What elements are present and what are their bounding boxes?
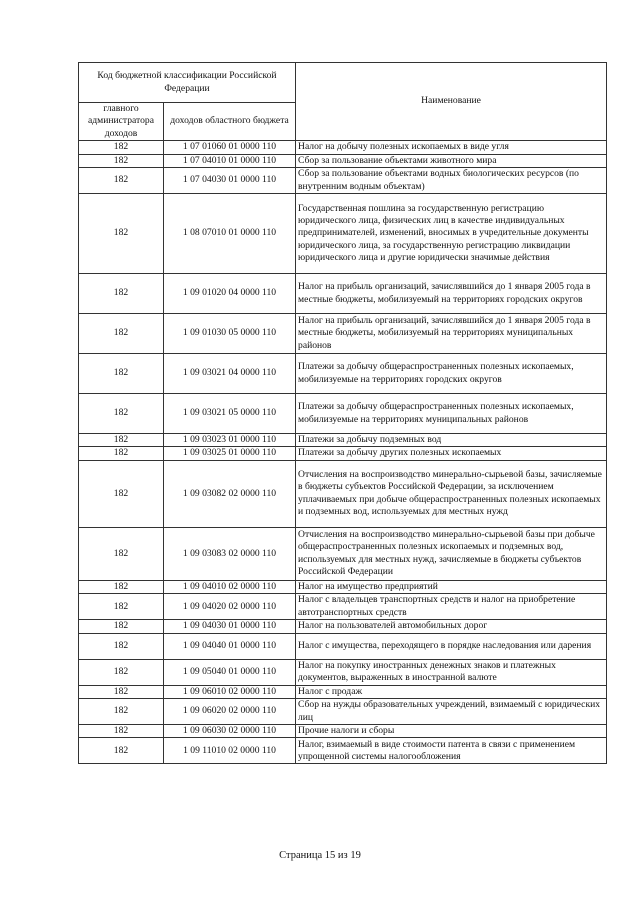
- name-cell: Налог на имущество предприятий: [296, 580, 607, 593]
- code-cell: 1 09 06010 02 0000 110: [164, 685, 296, 698]
- code-cell: 1 09 06030 02 0000 110: [164, 725, 296, 738]
- name-cell: Государственная пошлина за государственную регистрацию юридического лица, физических лиц в качестве индивидуальных предпринимателей, изменений, вносимых в учредительные документы юридического лица, за государственную регистрацию ликвидации юридического лица и другие юридически значимые действия: [296, 194, 607, 274]
- name-cell: Налог на прибыль организаций, зачислявшийся до 1 января 2005 года в местные бюджеты, мобилизуемый на территориях городских округов: [296, 274, 607, 314]
- code-cell: 1 09 04040 01 0000 110: [164, 633, 296, 659]
- header-income: доходов областного бюджета: [164, 103, 296, 141]
- code-cell: 1 09 03023 01 0000 110: [164, 434, 296, 447]
- code-cell: 1 09 03082 02 0000 110: [164, 460, 296, 527]
- code-cell: 1 09 01030 05 0000 110: [164, 314, 296, 354]
- table-body: [79, 141, 607, 764]
- admin-cell: 182: [79, 699, 164, 725]
- table-row: [79, 460, 607, 527]
- admin-cell: 182: [79, 738, 164, 764]
- code-cell: 1 07 01060 01 0000 110: [164, 141, 296, 154]
- table-row: [79, 738, 607, 764]
- admin-cell: 182: [79, 527, 164, 580]
- code-cell: 1 09 11010 02 0000 110: [164, 738, 296, 764]
- code-cell: 1 09 03021 04 0000 110: [164, 354, 296, 394]
- code-cell: 1 09 03083 02 0000 110: [164, 527, 296, 580]
- admin-cell: 182: [79, 434, 164, 447]
- name-cell: Отчисления на воспроизводство минерально-сырьевой базы, зачисляемые в бюджеты субъектов Российской Федерации, за исключением уплачиваемых при добыче общераспространенных полезных ископаемых и подземных вод, используемых для местных нужд: [296, 460, 607, 527]
- admin-cell: 182: [79, 620, 164, 633]
- admin-cell: 182: [79, 594, 164, 620]
- admin-cell: 182: [79, 447, 164, 460]
- name-cell: Сбор за пользование объектами водных биологических ресурсов (по внутренним водным объектам): [296, 168, 607, 194]
- table-row: [79, 580, 607, 593]
- table-row: [79, 685, 607, 698]
- name-cell: Платежи за добычу подземных вод: [296, 434, 607, 447]
- code-cell: 1 09 04010 02 0000 110: [164, 580, 296, 593]
- name-cell: Платежи за добычу общераспространенных полезных ископаемых, мобилизуемые на территориях городских округов: [296, 354, 607, 394]
- name-cell: Налог на прибыль организаций, зачислявшийся до 1 января 2005 года в местные бюджеты, мобилизуемый на территориях муниципальных районов: [296, 314, 607, 354]
- table-row: [79, 314, 607, 354]
- code-cell: 1 09 06020 02 0000 110: [164, 699, 296, 725]
- admin-cell: 182: [79, 659, 164, 685]
- table-row: [79, 168, 607, 194]
- admin-cell: 182: [79, 194, 164, 274]
- admin-cell: 182: [79, 685, 164, 698]
- code-cell: 1 07 04010 01 0000 110: [164, 154, 296, 167]
- admin-cell: 182: [79, 633, 164, 659]
- admin-cell: 182: [79, 168, 164, 194]
- table-row: [79, 699, 607, 725]
- code-cell: 1 09 04030 01 0000 110: [164, 620, 296, 633]
- code-cell: 1 09 03021 05 0000 110: [164, 394, 296, 434]
- name-cell: Платежи за добычу других полезных ископаемых: [296, 447, 607, 460]
- table-row: [79, 620, 607, 633]
- name-cell: Отчисления на воспроизводство минерально-сырьевой базы при добыче общераспространенных полезных ископаемых и подземных вод, используемых для местных нужд, зачисляемые в бюджеты субъектов Российской Федерации: [296, 527, 607, 580]
- table-row: [79, 659, 607, 685]
- table-row: [79, 274, 607, 314]
- table-row: [79, 394, 607, 434]
- table-row: [79, 434, 607, 447]
- code-cell: 1 07 04030 01 0000 110: [164, 168, 296, 194]
- table-row: [79, 725, 607, 738]
- code-cell: 1 09 04020 02 0000 110: [164, 594, 296, 620]
- code-cell: 1 08 07010 01 0000 110: [164, 194, 296, 274]
- admin-cell: 182: [79, 314, 164, 354]
- table-row: [79, 594, 607, 620]
- admin-cell: 182: [79, 354, 164, 394]
- page-number: Страница 15 из 19: [279, 850, 361, 861]
- name-cell: Сбор за пользование объектами животного мира: [296, 154, 607, 167]
- table-row: [79, 141, 607, 154]
- budget-classification-table: [78, 62, 607, 764]
- name-cell: Налог на пользователей автомобильных дорог: [296, 620, 607, 633]
- header-name: Наименование: [296, 63, 607, 141]
- admin-cell: 182: [79, 580, 164, 593]
- admin-cell: 182: [79, 141, 164, 154]
- name-cell: Налог на покупку иностранных денежных знаков и платежных документов, выраженных в иностранной валюте: [296, 659, 607, 685]
- code-cell: 1 09 03025 01 0000 110: [164, 447, 296, 460]
- admin-cell: 182: [79, 725, 164, 738]
- header-admin: главного администратора доходов: [79, 103, 164, 141]
- name-cell: Налог с продаж: [296, 685, 607, 698]
- name-cell: Сбор на нужды образовательных учреждений, взимаемый с юридических лиц: [296, 699, 607, 725]
- admin-cell: 182: [79, 394, 164, 434]
- table-row: [79, 633, 607, 659]
- header-row-top: [79, 63, 607, 103]
- table-row: [79, 527, 607, 580]
- name-cell: Налог с владельцев транспортных средств и налог на приобретение автотранспортных средств: [296, 594, 607, 620]
- name-cell: Налог, взимаемый в виде стоимости патента в связи с применением упрощенной системы налогообложения: [296, 738, 607, 764]
- name-cell: Налог на добычу полезных ископаемых в виде угля: [296, 141, 607, 154]
- name-cell: Налог с имущества, переходящего в порядке наследования или дарения: [296, 633, 607, 659]
- admin-cell: 182: [79, 460, 164, 527]
- table-row: [79, 354, 607, 394]
- name-cell: Прочие налоги и сборы: [296, 725, 607, 738]
- code-cell: 1 09 05040 01 0000 110: [164, 659, 296, 685]
- admin-cell: 182: [79, 154, 164, 167]
- header-code-group: Код бюджетной классификации Российской Федерации: [79, 63, 296, 103]
- table-row: [79, 447, 607, 460]
- table-row: [79, 194, 607, 274]
- code-cell: 1 09 01020 04 0000 110: [164, 274, 296, 314]
- admin-cell: 182: [79, 274, 164, 314]
- name-cell: Платежи за добычу общераспространенных полезных ископаемых, мобилизуемые на территориях муниципальных районов: [296, 394, 607, 434]
- table-row: [79, 154, 607, 167]
